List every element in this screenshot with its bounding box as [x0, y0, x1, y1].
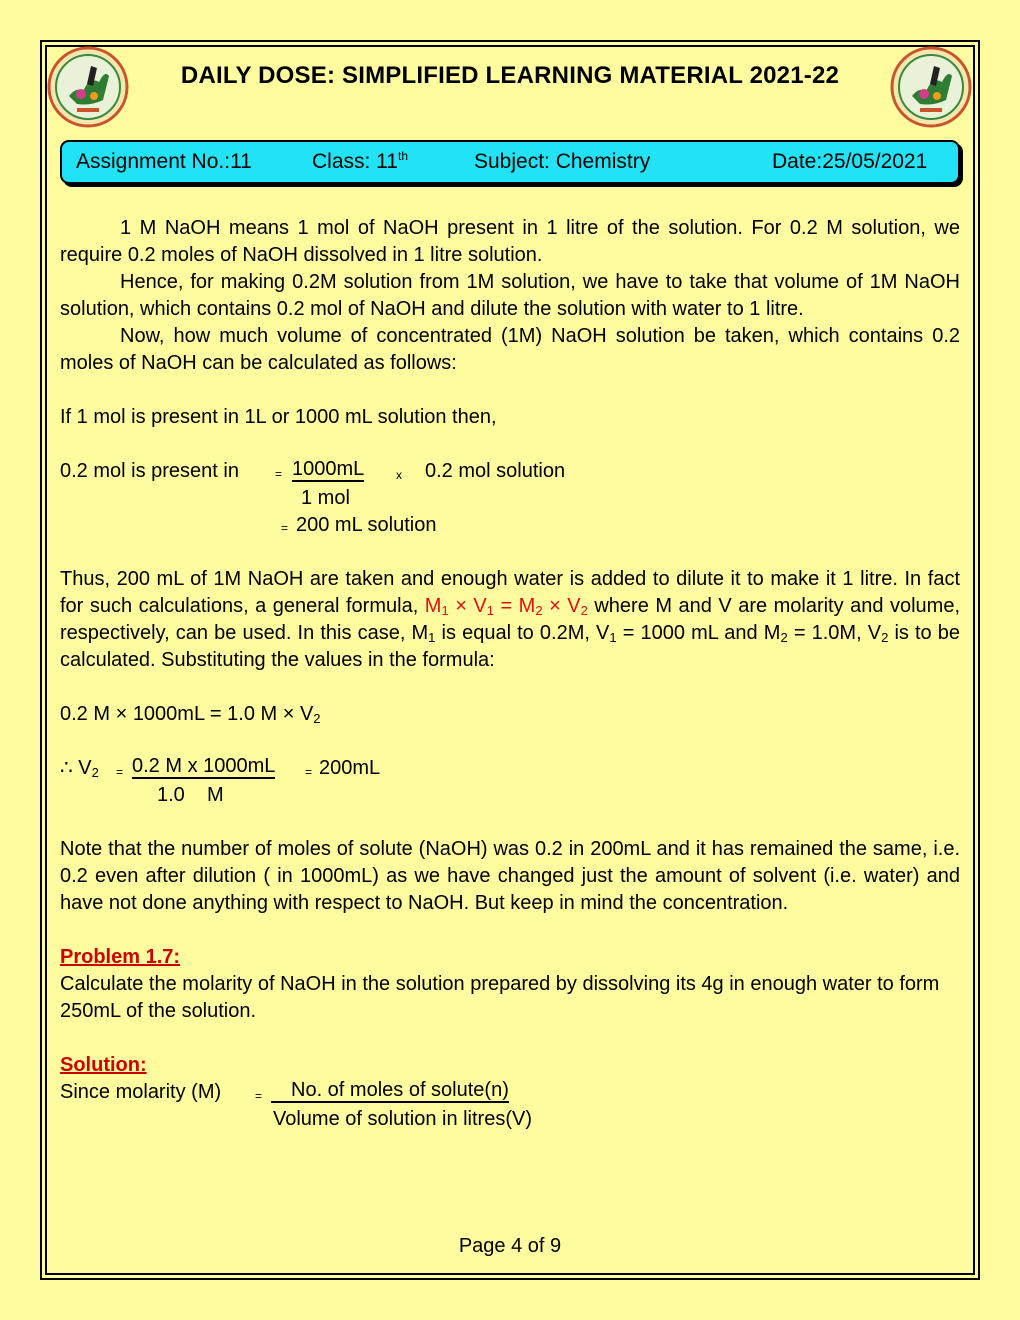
- calc-rhs: 0.2 mol solution: [425, 460, 566, 482]
- problem-heading: Problem 1.7:: [60, 946, 181, 968]
- fraction-numerator: No. of moles of solute(n): [271, 1079, 509, 1103]
- times-sign: x: [396, 468, 402, 482]
- equals-sign: =: [116, 765, 124, 779]
- therefore-v2: ∴ $V_2$: [60, 757, 99, 780]
- calc-result: 200mL: [319, 757, 381, 779]
- calculation-block: [60, 755, 960, 809]
- calculation-block: [60, 1079, 960, 1133]
- equals-sign: =: [281, 521, 289, 535]
- main-content: [60, 215, 960, 1133]
- problem-text: Calculate the molarity of NaOH in the solution prepared by dissolving its 4g in enough water to form 250mL of the solution.: [60, 973, 940, 1022]
- school-emblem-icon: [890, 46, 972, 128]
- fraction-denominator: 1.0 M: [157, 784, 224, 806]
- calculation-block: [60, 458, 960, 539]
- equation: 0.2 M × 1000mL = 1.0 $M \times V_2$: [60, 703, 321, 726]
- paragraph: Now, how much volume of concentrated (1M) NaOH solution be taken, which contains 0.2 moles of NaOH can be calculated as follows:: [60, 325, 960, 374]
- equals-sign: =: [255, 1089, 263, 1103]
- assignment-info-bar: [60, 140, 960, 184]
- paragraph: If 1 mol is present in 1L or 1000 mL solution then,: [60, 406, 497, 428]
- page-number: Page 4 of 9: [458, 1235, 562, 1257]
- solution-heading: Solution:: [60, 1054, 147, 1076]
- school-emblem-icon: [47, 46, 129, 128]
- calc-lead: 0.2 mol is present in: [60, 460, 239, 482]
- fraction-numerator: 1000mL: [292, 458, 365, 480]
- page-title: DAILY DOSE: SIMPLIFIED LEARNING MATERIAL 2021-22: [180, 62, 840, 89]
- calc-lead: Since molarity (M): [60, 1081, 222, 1103]
- paragraph: Note that the number of moles of solute (NaOH) was 0.2 in 200mL and it has remained the same, i.e. 0.2 even after dilution ( in 1000mL) as we have changed just the amount of solvent (i.e. water) and have not done anything with respect to NaOH. But keep in mind the concentration.: [60, 838, 960, 914]
- equals-sign: =: [275, 467, 283, 481]
- calc-result: 200 mL solution: [296, 514, 437, 536]
- dilution-formula: $M_1 \times V_1 = M_2 \times V_2$: [424, 595, 588, 618]
- equals-sign: =: [305, 765, 313, 779]
- assignment-number: Assignment No.:11: [76, 150, 252, 173]
- subject-label: Subject: Chemistry: [474, 150, 651, 173]
- paragraph: Thus, 200 mL of 1M NaOH are taken and enough water is added to dilute it to make it 1 litre. In fact for such calculations, a general formula, $M_1 \times V_1 = M_2 \times V_2$ where M and V are molarity and volume, respectively, can be used. In this case, $M_1$ is equal to 0.2M, $V_1 = 1000$ mL and $M_2 = 1.0M$, $V_2$ is to be calculated. Substituting the values in the formula:: [60, 568, 961, 671]
- class-label: Class: 11th: [312, 149, 408, 173]
- fraction-denominator: 1 mol: [301, 487, 350, 509]
- paragraph: 1 M NaOH means 1 mol of NaOH present in 1 litre of the solution. For 0.2 M solution, we require 0.2 moles of NaOH dissolved in 1 litre solution.: [60, 217, 960, 266]
- date-label: Date:25/05/2021: [772, 150, 928, 173]
- fraction-denominator: Volume of solution in litres(V): [273, 1108, 533, 1130]
- fraction-numerator: 0.2 M x 1000mL: [132, 755, 276, 777]
- paragraph: Hence, for making 0.2M solution from 1M solution, we have to take that volume of 1M NaOH solution, which contains 0.2 mol of NaOH and dilute the solution with water to 1 litre.: [60, 271, 960, 320]
